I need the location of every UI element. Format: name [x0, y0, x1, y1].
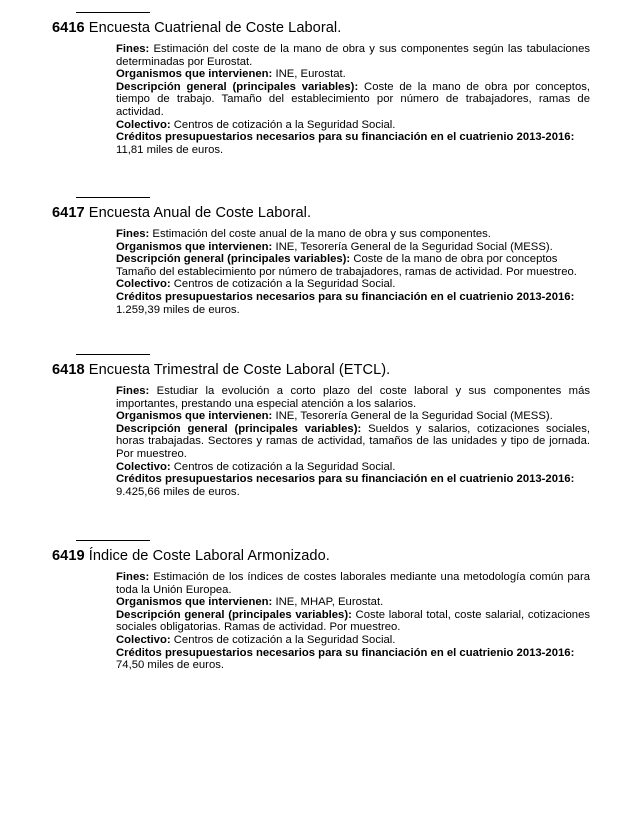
colectivo-label: Colectivo: [116, 633, 171, 646]
organismos-text: INE, MHAP, Eurostat. [275, 596, 384, 609]
organismos-label: Organismos que intervienen: [116, 68, 273, 81]
section-title: Encuesta Anual de Coste Laboral. [88, 205, 312, 221]
fines-label: Fines: [116, 43, 150, 55]
organismos-label: Organismos que intervienen: [116, 240, 273, 253]
organismos-paragraph [116, 410, 590, 423]
organismos-label: Organismos que intervienen: [116, 596, 273, 609]
section-divider [76, 354, 150, 355]
descripcion-label: Descripción general (principales variables): [116, 253, 351, 266]
descripcion-label: Descripción general (principales variables): [116, 422, 362, 435]
descripcion-label: Descripción general (principales variables): [116, 80, 359, 93]
creditos-paragraph [116, 473, 590, 498]
descripcion-paragraph [116, 81, 590, 119]
colectivo-text: Centros de cotización a la Seguridad Social. [173, 633, 396, 646]
descripcion-text: Coste de la mano de obra por conceptos, tiempo de trabajo. Tamaño del establecimiento por número de trabajadores, ramas de actividad. [116, 80, 591, 118]
descripcion-paragraph [116, 423, 590, 461]
section-heading [52, 205, 311, 221]
colectivo-text: Centros de cotización a la Seguridad Social. [173, 278, 396, 291]
organismos-label: Organismos que intervienen: [116, 410, 273, 423]
section-title: Encuesta Trimestral de Coste Laboral (ETCL). [88, 362, 391, 378]
creditos-text: 1.259,39 miles de euros. [116, 303, 240, 316]
fines-label: Fines: [116, 228, 150, 240]
section-heading [52, 548, 330, 564]
organismos-text: INE, Tesorería General de la Seguridad Social (MESS). [275, 240, 553, 253]
fines-label: Fines: [116, 385, 150, 397]
colectivo-paragraph [116, 461, 590, 474]
creditos-text: 9.425,66 miles de euros. [116, 485, 240, 498]
colectivo-text: Centros de cotización a la Seguridad Social. [173, 118, 396, 131]
creditos-label: Créditos presupuestarios necesarios para su financiación en el cuatrienio 2013-2016: [116, 473, 575, 486]
organismos-paragraph [116, 241, 590, 254]
section-title: Índice de Coste Laboral Armonizado. [88, 548, 330, 564]
descripcion-text: Sueldos y salarios, cotizaciones sociales, horas trabajadas. Sectores y ramas de actividad, tamaños de las unidades y tipo de jornada. Por muestreo. [116, 422, 590, 460]
section-heading [52, 20, 341, 36]
descripcion-paragraph [116, 609, 590, 634]
fines-paragraph [116, 228, 590, 241]
creditos-paragraph [116, 647, 590, 672]
creditos-label: Créditos presupuestarios necesarios para su financiación en el cuatrienio 2013-2016: [116, 646, 575, 659]
descripcion-paragraph [116, 253, 590, 278]
creditos-text: 11,81 miles de euros. [116, 143, 224, 156]
section-divider [76, 540, 150, 541]
section-body [116, 43, 590, 156]
section-divider [76, 197, 150, 198]
section-number: 6418 [52, 362, 85, 378]
organismos-text: INE, Tesorería General de la Seguridad Social (MESS). [275, 410, 553, 423]
descripcion-text: Coste laboral total, coste salarial, cotizaciones sociales obligatorias. Ramas de actividad. Por muestreo. [116, 608, 591, 634]
fines-label: Fines: [116, 571, 150, 583]
creditos-label: Créditos presupuestarios necesarios para su financiación en el cuatrienio 2013-2016: [116, 131, 575, 144]
fines-text: Estimación del coste de la mano de obra y sus componentes según las tabulaciones determinadas por Eurostat. [116, 43, 590, 68]
colectivo-text: Centros de cotización a la Seguridad Social. [173, 460, 396, 473]
colectivo-label: Colectivo: [116, 118, 171, 131]
fines-text: Estimación de los índices de costes laborales mediante una metodología común para toda la Unión Europea. [116, 571, 590, 596]
creditos-paragraph [116, 131, 590, 156]
section-body [116, 385, 590, 498]
creditos-paragraph [116, 291, 590, 316]
fines-paragraph [116, 385, 590, 410]
organismos-paragraph [116, 68, 590, 81]
creditos-text: 74,50 miles de euros. [116, 659, 225, 672]
descripcion-label: Descripción general (principales variables): [116, 608, 352, 621]
colectivo-paragraph [116, 278, 590, 291]
organismos-text: INE, Eurostat. [275, 68, 346, 81]
colectivo-paragraph [116, 634, 590, 647]
fines-paragraph [116, 571, 590, 596]
section-body [116, 571, 590, 672]
fines-paragraph [116, 43, 590, 68]
fines-text: Estimación del coste anual de la mano de obra y sus componentes. [152, 228, 491, 240]
colectivo-paragraph [116, 119, 590, 132]
section-divider [76, 12, 150, 13]
section-title: Encuesta Cuatrienal de Coste Laboral. [88, 20, 342, 36]
organismos-paragraph [116, 596, 590, 609]
section-body [116, 228, 590, 316]
creditos-label: Créditos presupuestarios necesarios para su financiación en el cuatrienio 2013-2016: [116, 290, 575, 303]
colectivo-label: Colectivo: [116, 460, 171, 473]
colectivo-label: Colectivo: [116, 278, 171, 291]
section-number: 6419 [52, 548, 85, 564]
section-heading [52, 362, 390, 378]
fines-text: Estudiar la evolución a corto plazo del coste laboral y sus componentes más importantes, prestando una especial atención a los salarios. [116, 385, 591, 410]
section-number: 6416 [52, 20, 85, 36]
section-number: 6417 [52, 205, 85, 221]
descripcion-text: Coste de la mano de obra por conceptos Tamaño del establecimiento por número de trabajadores, ramas de actividad. Por muestreo. [116, 253, 577, 278]
